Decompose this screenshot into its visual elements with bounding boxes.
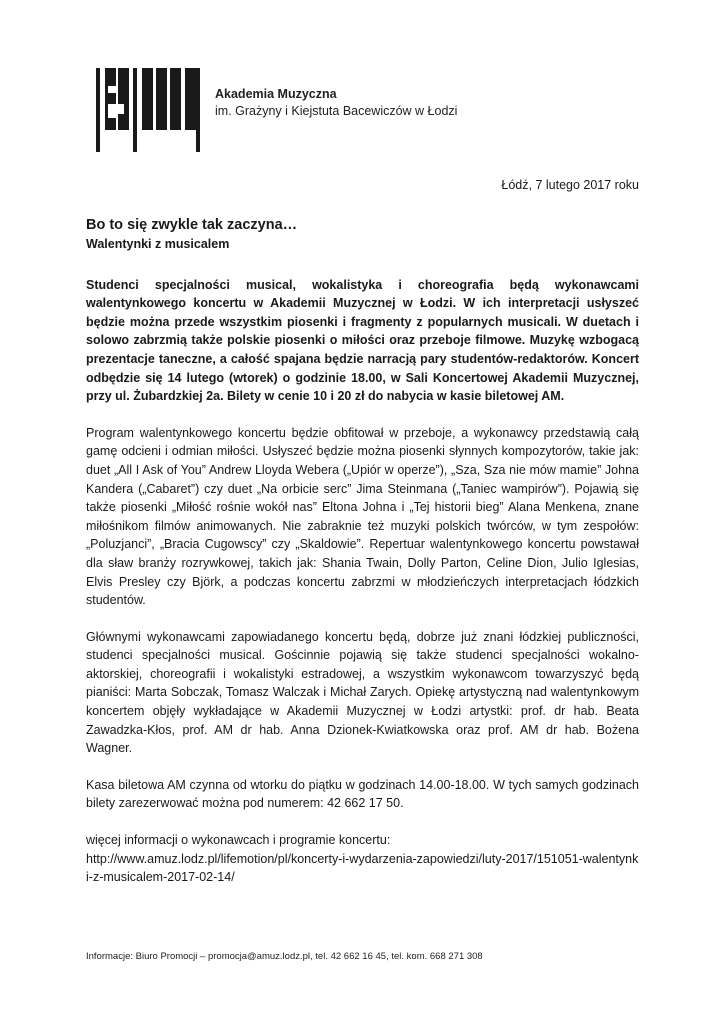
press-release-subtitle: Walentynki z musicalem xyxy=(86,237,230,251)
footer-contact: Informacje: Biuro Promocji – promocja@amuz.lodz.pl, tel. 42 662 16 45, tel. kom. 668 271 308 xyxy=(86,951,483,962)
academy-logo xyxy=(96,68,200,152)
program-paragraph: Program walentynkowego koncertu będzie obfitował w przeboje, a wykonawcy przedstawią całą gamę odcieni i odmian miłości. Usłyszeć będzie można piosenki słynnych kompozytorów, takie jak: duet „All I Ask of You” Andrew Lloyda Webera („Upiór w operze”), „Sza, Sza nie mów mamie” Johna Kandera („Cabaret”) czy duet „Na orbicie serc” Jima Steinmana („Taniec wampirów”). Pojawią się także piosenki „Miłość rośnie wokół nas” Eltona Johna i „Tej historii bieg” Alana Menkena, znane miłośnikom filmów animowanych. Nie zabraknie też muzyki polskich twórców, w tym zespołów: „Poluzjanci”, „Bracia Cugowscy” czy „Skaldowie”. Repertuar walentynkowego koncertu powstawał dla sław branży rozrywkowej, takich jak: Shania Twain, Dolly Parton, Celine Dion, Julio Iglesias, Elvis Presley czy Björk, a podczas koncertu zabrzmi w młodzieńczych interpretacjach łódzkich studentów. xyxy=(86,425,639,608)
concert-info-link[interactable]: http://www.amuz.lodz.pl/lifemotion/pl/koncerty-i-wydarzenia-zapowiedzi/luty-2017/151051-walentynki-z-musicalem-2017-02-14/ xyxy=(86,851,639,885)
institution-name: Akademia Muzyczna xyxy=(215,87,337,101)
document-date: Łódź, 7 lutego 2017 roku xyxy=(501,178,639,192)
tickets-paragraph: Kasa biletowa AM czynna od wtorku do piątku w godzinach 14.00-18.00. W tych samych godzinach bilety zarezerwować można pod numerem: 42 662 17 50. xyxy=(86,777,639,811)
lead-paragraph: Studenci specjalności musical, wokalistyka i choreografia będą wykonawcami walentynkowego koncertu w Akademii Muzycznej w Łodzi. W ich interpretacji usłyszeć będzie można przede wszystkim piosenki i fragmenty z popularnych musicali. W duetach i solowo zabrzmią także polskie piosenki o miłości oraz przeboje filmowe. Muzykę wzbogacą prezentacje taneczne, a całość spajana będzie narracją pary studentów-redaktorów. Koncert odbędzie się 14 lutego (wtorek) o godzinie 18.00, w Sali Koncertowej Akademii Muzycznej, przy ul. Żubardzkiej 2a. Bilety w cenie 10 i 20 zł do nabycia w kasie biletowej AM. xyxy=(86,277,639,404)
performers-paragraph: Głównymi wykonawcami zapowiadanego koncertu będą, dobrze już znani łódzkiej publiczności, studenci specjalności musical. Gościnnie pojawią się także studenci specjalności wokalno-aktorskiej, choreografii i wokalistyki estradowej, a wszystkim wykonawcom towarzyszyć będą pianiści: Marta Sobczak, Tomasz Walczak i Michał Zarych. Opiekę artystyczną nad walentynkowym koncertem objęły wykładające w Akademii Muzycznej w Łodzi artystki: prof. dr hab. Beata Zawadzka-Kłos, prof. AM dr hab. Anna Dzionek-Kwiatkowska oraz prof. AM dr hab. Bożena Wagner. xyxy=(86,629,639,756)
institution-name-block xyxy=(215,86,457,120)
institution-full-name: im. Grażyny i Kiejstuta Bacewiczów w Łodzi xyxy=(215,104,458,118)
more-info-text: więcej informacji o wykonawcach i programie koncertu: xyxy=(86,833,391,848)
press-release-title: Bo to się zwykle tak zaczyna… xyxy=(86,217,298,233)
press-release-body xyxy=(86,216,639,887)
